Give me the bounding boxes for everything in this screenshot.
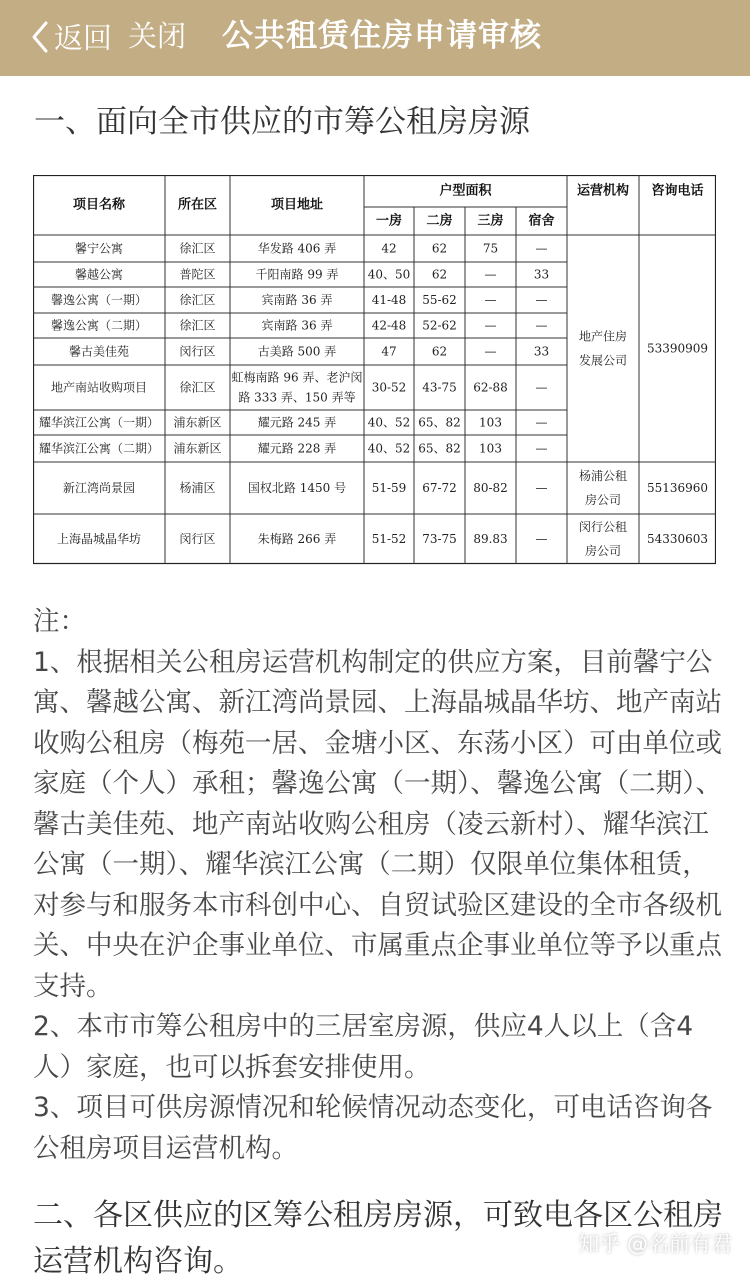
note-item-3: 3、项目可供房源情况和轮候情况动态变化，可电话咨询各公租房项目运营机构。 — [33, 1092, 713, 1164]
section-1-heading: 一、面向全市供应的市筹公租房房源 — [34, 104, 530, 140]
cell-project-name: 新江湾尚景园 — [62, 481, 136, 495]
cell-three-room: 103 — [479, 415, 502, 430]
housing-table — [33, 175, 716, 569]
cell-district: 闵行区 — [179, 532, 216, 546]
chevron-left-icon — [28, 17, 52, 57]
cell-one-room: 51-59 — [371, 481, 407, 495]
cell-one-room: 42-48 — [371, 318, 407, 333]
cell-address: 路 333 弄、150 弄等 — [238, 390, 356, 405]
cell-dorm: — — [535, 532, 548, 546]
header-project-name: 项目名称 — [72, 197, 126, 213]
cell-project-name: 馨逸公寓（二期） — [50, 318, 148, 333]
cell-address: 虹梅南路 96 弄、老沪闵 — [231, 370, 363, 385]
cell-two-room: 52-62 — [422, 318, 457, 333]
cell-two-room: 55-62 — [422, 293, 457, 307]
cell-phone: 54330603 — [646, 532, 709, 546]
cell-dorm: — — [535, 241, 548, 256]
cell-dorm: — — [535, 441, 548, 456]
cell-operator: 房公司 — [584, 544, 622, 558]
close-button[interactable]: 关闭 — [128, 19, 187, 53]
cell-address: 古美路 500 弄 — [257, 344, 337, 359]
cell-dorm: — — [535, 293, 548, 307]
cell-phone: 55136960 — [646, 481, 709, 495]
cell-two-room: 62 — [431, 344, 448, 359]
page-title: 公共租赁住房申请审核 — [222, 18, 542, 54]
cell-project-name: 馨逸公寓（一期） — [50, 293, 148, 307]
cell-dorm: — — [535, 481, 548, 495]
cell-three-room: 89.83 — [473, 532, 508, 546]
cell-district: 徐汇区 — [179, 241, 216, 256]
cell-dorm: 33 — [533, 344, 550, 359]
cell-operator: 房公司 — [584, 493, 622, 507]
cell-district: 浦东新区 — [173, 415, 222, 430]
cell-project-name: 馨宁公寓 — [74, 241, 124, 256]
top-nav-bar — [0, 0, 750, 76]
cell-address: 朱梅路 266 弄 — [257, 532, 337, 546]
cell-dorm: — — [535, 415, 548, 430]
cell-project-name: 地产南站收购项目 — [50, 380, 148, 395]
header-two-room: 二房 — [426, 213, 453, 229]
cell-project-name: 上海晶城晶华坊 — [56, 532, 142, 546]
cell-address: 国权北路 1450 号 — [247, 481, 347, 495]
header-one-room: 一房 — [375, 213, 403, 229]
cell-district: 杨浦区 — [179, 481, 216, 495]
header-unit-area: 户型面积 — [439, 183, 492, 199]
cell-district: 徐汇区 — [179, 380, 216, 395]
header-operator: 运营机构 — [576, 183, 630, 199]
header-three-room: 三房 — [477, 213, 504, 229]
cell-one-room: 40、50 — [367, 267, 411, 282]
cell-three-room: 62-88 — [473, 380, 508, 395]
cell-dorm: — — [535, 380, 548, 395]
cell-district: 浦东新区 — [173, 441, 222, 456]
cell-one-room: 42 — [381, 241, 397, 256]
note-item-1: 1、根据相关公租房运营机构制定的供应方案，目前馨宁公寓、馨越公寓、新江湾尚景园、上海晶城晶华坊、地产南站收购公租房（梅苑一居、金塘小区、东荡小区）可由单位或家庭（个人）承租；馨逸公寓（一期）、馨逸公寓（二期）、馨古美佳苑、地产南站收购公租房（凌云新村）、耀华滨江公寓（一期）、耀华滨江公寓（二期）仅限单位集体租赁，对参与和服务本市科创中心、自贸试验区建设的全市各级机关、中央在沪企事业单位、市属重点企事业单位等予以重点支持。 — [33, 646, 722, 1002]
cell-project-name: 耀华滨江公寓（一期） — [38, 415, 160, 430]
cell-three-room: — — [484, 293, 497, 307]
cell-one-room: 47 — [381, 344, 397, 359]
cell-dorm: 33 — [533, 267, 550, 282]
watermark: 知乎 @名前有君 — [578, 1232, 732, 1256]
back-button[interactable] — [28, 16, 112, 57]
section-2-heading: 二、各区供应的区筹公租房房源，可致电各区公租房运营机构咨询。 — [33, 1198, 723, 1279]
cell-address: 耀元路 228 弄 — [257, 441, 337, 456]
cell-project-name: 馨古美佳苑 — [68, 344, 130, 359]
cell-two-room: 65、82 — [418, 415, 461, 430]
cell-operator: 杨浦公租 — [578, 469, 628, 483]
cell-address: 千阳南路 99 弄 — [255, 267, 339, 282]
notes-block — [33, 602, 723, 1169]
cell-address: 宾南路 36 弄 — [261, 293, 333, 307]
cell-two-room: 62 — [431, 241, 448, 256]
cell-two-room: 67-72 — [422, 481, 457, 495]
back-label: 返回 — [54, 21, 113, 55]
cell-two-room: 62 — [431, 267, 448, 282]
cell-three-room: — — [484, 344, 497, 359]
cell-district: 普陀区 — [179, 267, 216, 282]
cell-one-room: 41-48 — [371, 293, 407, 307]
cell-district: 闵行区 — [179, 344, 216, 359]
cell-address: 耀元路 245 弄 — [257, 415, 337, 430]
cell-three-room: 75 — [482, 241, 499, 256]
cell-district: 徐汇区 — [179, 318, 216, 333]
note-item-2: 2、本市市筹公租房中的三居室房源，供应4人以上（含4人）家庭，也可以拆套安排使用。 — [33, 1011, 694, 1083]
cell-one-room: 40、52 — [367, 441, 411, 456]
header-dorm: 宿舍 — [528, 213, 555, 229]
notes-label: 注： — [33, 606, 86, 637]
cell-one-room: 40、52 — [367, 415, 411, 430]
cell-three-room: — — [484, 267, 497, 282]
cell-two-room: 73-75 — [422, 532, 457, 546]
cell-phone: 53390909 — [646, 341, 709, 356]
cell-two-room: 43-75 — [422, 380, 457, 395]
cell-one-room: 51-52 — [371, 532, 407, 546]
cell-operator: 闵行公租 — [578, 520, 628, 534]
cell-operator: 地产住房 — [578, 329, 628, 344]
cell-project-name: 馨越公寓 — [74, 267, 124, 282]
cell-operator: 发展公司 — [578, 353, 628, 368]
cell-dorm: — — [535, 318, 548, 333]
header-address: 项目地址 — [270, 197, 324, 213]
cell-three-room: 80-82 — [473, 481, 508, 495]
cell-two-room: 65、82 — [418, 441, 461, 456]
header-district: 所在区 — [177, 197, 218, 213]
cell-district: 徐汇区 — [179, 293, 216, 307]
cell-three-room: — — [484, 318, 497, 333]
cell-address: 宾南路 36 弄 — [261, 318, 333, 333]
cell-three-room: 103 — [479, 441, 502, 456]
cell-address: 华发路 406 弄 — [257, 241, 337, 256]
cell-project-name: 耀华滨江公寓（二期） — [38, 441, 160, 456]
cell-one-room: 30-52 — [371, 380, 407, 395]
header-phone: 咨询电话 — [651, 183, 704, 199]
